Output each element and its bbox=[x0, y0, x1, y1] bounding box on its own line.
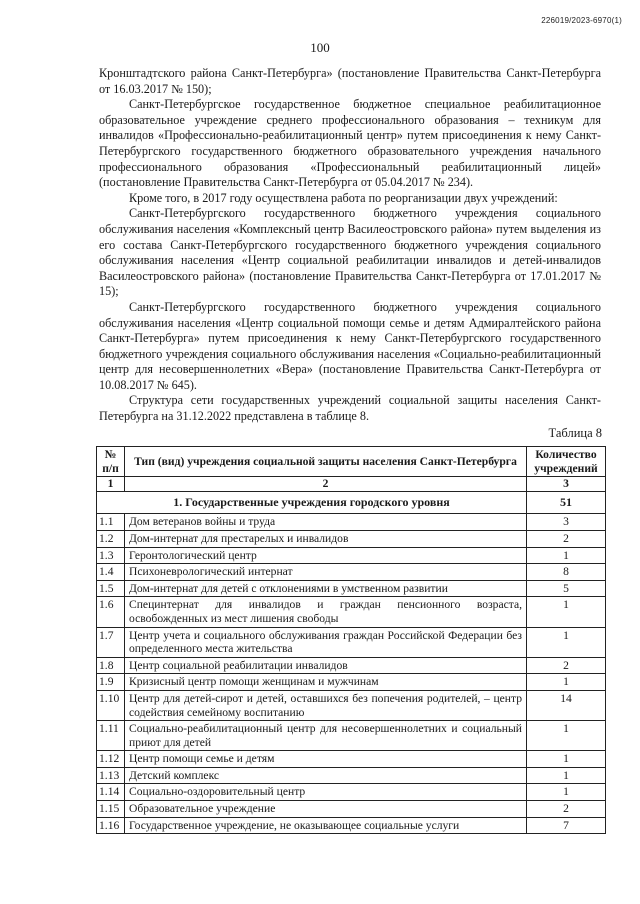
table-row bbox=[97, 627, 606, 657]
table-row bbox=[97, 767, 606, 784]
page-number: 100 bbox=[310, 40, 330, 55]
table-row bbox=[97, 751, 606, 768]
row-number: 1.8 bbox=[97, 657, 125, 674]
table-row bbox=[97, 530, 606, 547]
table-row bbox=[97, 690, 606, 720]
table-row bbox=[97, 657, 606, 674]
table-header-row bbox=[97, 447, 606, 477]
row-number: 1.9 bbox=[97, 674, 125, 691]
row-count: 1 bbox=[527, 674, 606, 691]
table-row bbox=[97, 784, 606, 801]
row-count: 1 bbox=[527, 784, 606, 801]
row-number: 1.12 bbox=[97, 751, 125, 768]
row-type: Социально-оздоровительный центр bbox=[125, 784, 527, 801]
table-caption: Таблица 8 bbox=[548, 426, 602, 440]
row-type: Детский комплекс bbox=[125, 767, 527, 784]
header-count: Количество учреждений bbox=[527, 447, 606, 477]
row-type: Психоневрологический интернат bbox=[125, 564, 527, 581]
section-title: 1. Государственные учреждения городского уровня bbox=[97, 491, 527, 514]
row-type: Геронтологический центр bbox=[125, 547, 527, 564]
row-number: 1.16 bbox=[97, 817, 125, 834]
row-count: 1 bbox=[527, 547, 606, 564]
body-text bbox=[99, 66, 601, 425]
index-cell: 1 bbox=[97, 477, 125, 492]
table-row bbox=[97, 817, 606, 834]
document-id: 226019/2023-6970(1) bbox=[541, 16, 622, 25]
row-number: 1.2 bbox=[97, 530, 125, 547]
row-count: 1 bbox=[527, 597, 606, 627]
table-row bbox=[97, 514, 606, 531]
row-number: 1.6 bbox=[97, 597, 125, 627]
row-number: 1.3 bbox=[97, 547, 125, 564]
index-cell: 2 bbox=[125, 477, 527, 492]
row-type: Дом-интернат для престарелых и инвалидов bbox=[125, 530, 527, 547]
row-count: 1 bbox=[527, 767, 606, 784]
row-count: 8 bbox=[527, 564, 606, 581]
row-type: Специнтернат для инвалидов и граждан пенсионного возраста, освобожденных из мест лишения свободы bbox=[125, 597, 527, 627]
table-row bbox=[97, 801, 606, 818]
row-type: Социально-реабилитационный центр для несовершеннолетних и социальный приют для детей bbox=[125, 721, 527, 751]
row-type: Центр помощи семье и детям bbox=[125, 751, 527, 768]
table-row bbox=[97, 597, 606, 627]
table-row bbox=[97, 580, 606, 597]
table-row bbox=[97, 674, 606, 691]
row-number: 1.14 bbox=[97, 784, 125, 801]
section-count: 51 bbox=[527, 491, 606, 514]
row-count: 2 bbox=[527, 657, 606, 674]
paragraph-4: Санкт-Петербургского государственного бюджетного учреждения социального обслуживания населения «Комплексный центр Василеостровского района» путем выделения из его состава Санкт-Петербургского государственного бюджетного учреждения социального обслуживания населения «Центр социальной реабилитации инвалидов и детей-инвалидов Василеостровского района» (постановление Правительства Санкт-Петербурга от 17.01.2017 № 15); bbox=[99, 206, 601, 299]
row-type: Центр для детей-сирот и детей, оставшихся без попечения родителей, – центр содействия семейному воспитанию bbox=[125, 690, 527, 720]
table-row bbox=[97, 721, 606, 751]
section-row bbox=[97, 491, 606, 514]
row-type: Дом ветеранов войны и труда bbox=[125, 514, 527, 531]
row-type: Центр социальной реабилитации инвалидов bbox=[125, 657, 527, 674]
row-number: 1.11 bbox=[97, 721, 125, 751]
row-count: 1 bbox=[527, 721, 606, 751]
row-number: 1.1 bbox=[97, 514, 125, 531]
row-count: 3 bbox=[527, 514, 606, 531]
row-type: Дом-интернат для детей с отклонениями в умственном развитии bbox=[125, 580, 527, 597]
row-count: 2 bbox=[527, 530, 606, 547]
row-count: 1 bbox=[527, 751, 606, 768]
row-count: 14 bbox=[527, 690, 606, 720]
row-count: 5 bbox=[527, 580, 606, 597]
paragraph-6: Структура сети государственных учреждений социальной защиты населения Санкт-Петербурга на 31.12.2022 представлена в таблице 8. bbox=[99, 393, 601, 424]
row-count: 1 bbox=[527, 627, 606, 657]
header-type: Тип (вид) учреждения социальной защиты населения Санкт-Петербурга bbox=[125, 447, 527, 477]
row-number: 1.13 bbox=[97, 767, 125, 784]
table-row bbox=[97, 547, 606, 564]
row-number: 1.10 bbox=[97, 690, 125, 720]
row-number: 1.5 bbox=[97, 580, 125, 597]
header-number: № п/п bbox=[97, 447, 125, 477]
row-type: Государственное учреждение, не оказывающее социальные услуги bbox=[125, 817, 527, 834]
row-type: Образовательное учреждение bbox=[125, 801, 527, 818]
row-number: 1.7 bbox=[97, 627, 125, 657]
paragraph-1: Кронштадтского района Санкт-Петербурга» (постановление Правительства Санкт-Петербурга от 16.03.2017 № 150); bbox=[99, 66, 601, 96]
row-type: Кризисный центр помощи женщинам и мужчинам bbox=[125, 674, 527, 691]
paragraph-2: Санкт-Петербургское государственное бюджетное специальное реабилитационное образовательное учреждение среднего профессионального образования – техникум для инвалидов «Профессионально-реабилитационный центр» путем присоединения к нему Санкт-Петербургского государственного бюджетного образовательного учреждения начального профессионального образования «Профессиональный реабилитационный лицей» (постановление Правительства Санкт-Петербурга от 05.04.2017 № 234). bbox=[99, 97, 601, 190]
row-number: 1.4 bbox=[97, 564, 125, 581]
table-row bbox=[97, 564, 606, 581]
index-cell: 3 bbox=[527, 477, 606, 492]
paragraph-5: Санкт-Петербургского государственного бюджетного учреждения социального обслуживания населения «Центр социальной помощи семье и детям Адмиралтейского района Санкт-Петербурга» путем присоединения к нему Санкт-Петербургского государственного бюджетного учреждения социального обслуживания населения «Социально-реабилитационный центр для несовершеннолетних «Вера» (постановление Правительства Санкт-Петербурга от 10.08.2017 № 645). bbox=[99, 299, 601, 392]
column-index-row bbox=[97, 477, 606, 492]
row-number: 1.15 bbox=[97, 801, 125, 818]
paragraph-3: Кроме того, в 2017 году осуществлена работа по реорганизации двух учреждений: bbox=[129, 190, 558, 205]
institutions-table bbox=[96, 446, 606, 834]
row-count: 2 bbox=[527, 801, 606, 818]
row-count: 7 bbox=[527, 817, 606, 834]
row-type: Центр учета и социального обслуживания граждан Российской Федерации без определенного места жительства bbox=[125, 627, 527, 657]
